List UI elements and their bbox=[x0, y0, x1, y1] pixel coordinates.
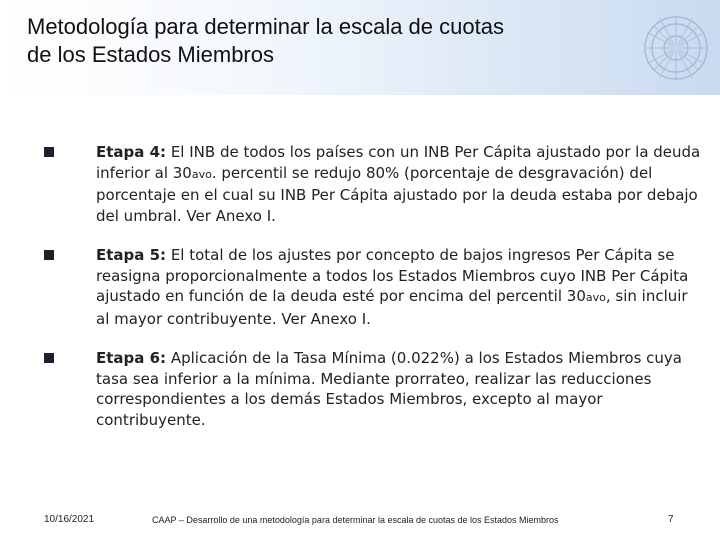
bullet-label: Etapa 5: bbox=[96, 246, 167, 264]
square-bullet-icon bbox=[44, 250, 54, 260]
ordinal-suffix: avo bbox=[191, 167, 212, 181]
oas-emblem-icon bbox=[640, 12, 712, 84]
square-bullet-icon bbox=[44, 147, 54, 157]
bullet-list bbox=[44, 142, 704, 449]
bullet-body: El total de los ajustes por concepto de bajos ingresos Per Cápita se reasigna proporcionalmente a todos los Estados Miembros cuyo INB Per Cápita ajustado en función de la deuda esté por encima del percentil 30 bbox=[96, 246, 689, 305]
bullet-body: Aplicación de la Tasa Mínima (0.022%) a los Estados Miembros cuya tasa sea inferior a la mínima. Mediante prorrateo, realizar las reducciones correspondientes a los demás Estados Miembros, excepto al mayor contribuyente. bbox=[96, 349, 682, 429]
bullet-text bbox=[96, 142, 704, 226]
footer-date: 10/16/2021 bbox=[44, 514, 95, 525]
ordinal-suffix: avo bbox=[585, 291, 606, 304]
title-line-1: Metodología para determinar la escala de cuotas bbox=[27, 14, 504, 39]
bullet-body-cont: , sin incluir al mayor contribuyente. Ver Anexo I. bbox=[96, 287, 688, 328]
page-number: 7 bbox=[668, 514, 674, 525]
list-item bbox=[44, 245, 704, 329]
square-bullet-icon bbox=[44, 353, 54, 363]
bullet-label: Etapa 4: bbox=[96, 143, 167, 161]
footer-text: CAAP – Desarrollo de una metodología para determinar la escala de cuotas de los Estados Miembros bbox=[152, 515, 559, 525]
bullet-text bbox=[96, 348, 704, 430]
bullet-label: Etapa 6: bbox=[96, 349, 167, 367]
title-line-2: de los Estados Miembros bbox=[27, 42, 274, 67]
bullet-body: El INB de todos los países con un INB Per Cápita ajustado por la deuda inferior al 30 bbox=[96, 143, 701, 182]
list-item bbox=[44, 348, 704, 430]
list-item bbox=[44, 142, 704, 226]
page-title bbox=[27, 13, 627, 69]
bullet-text bbox=[96, 245, 704, 329]
bullet-body-cont: . percentil se redujo 80% (porcentaje de desgravación) del porcentaje en el cual su INB Per Cápita ajustado por la deuda estaba por debajo del umbral. Ver Anexo I. bbox=[96, 163, 698, 225]
